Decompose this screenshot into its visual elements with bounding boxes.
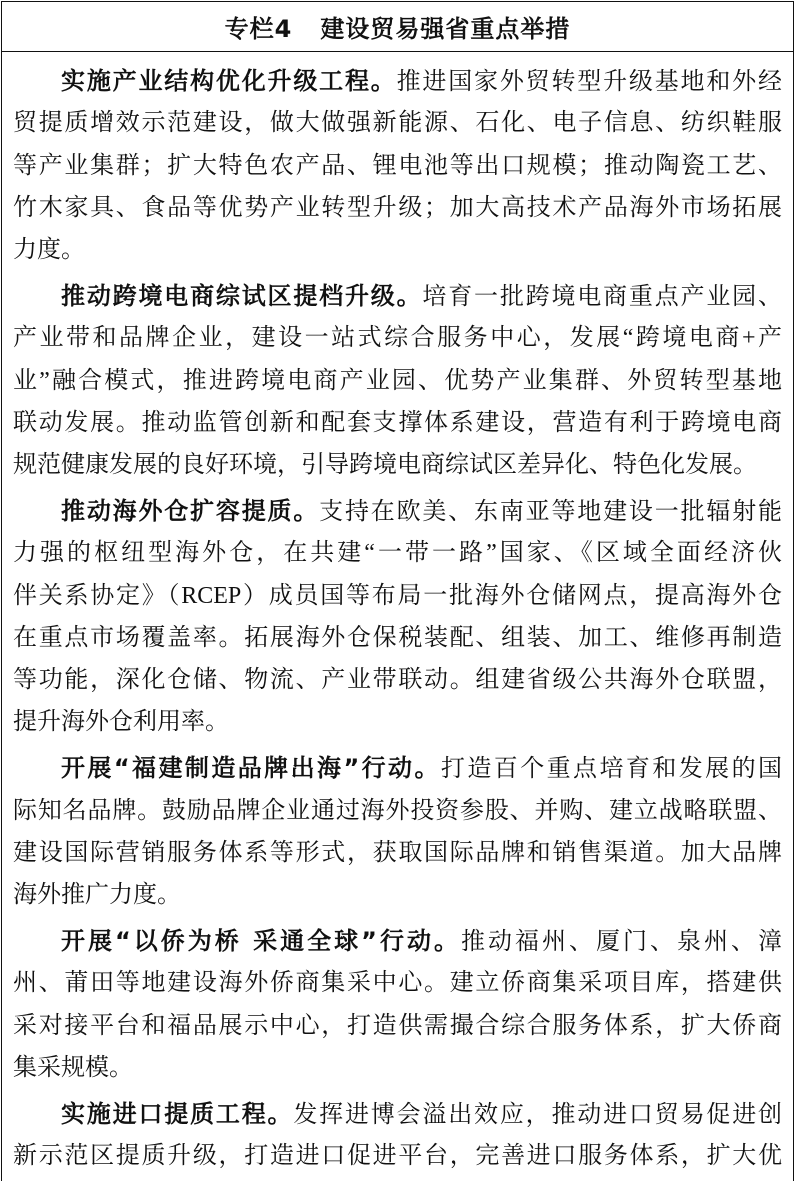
paragraph-text: 推进国家外贸转型升级基地和外经 [396,69,782,95]
paragraph-line: 等产业集群；扩大特色农产品、锂电池等出口规模；推动陶瓷工艺、 [13,152,782,179]
paragraph-line: 际知名品牌。鼓励品牌企业通过海外投资参股、并购、建立战略联盟、 [13,797,782,824]
paragraph-line: 在重点市场覆盖率。拓展海外仓保税装配、组装、加工、维修再制造 [13,624,782,651]
paragraph [13,60,782,271]
paragraph-line: 提升海外仓利用率。 [13,709,229,736]
paragraph-lead: 实施进口提质工程。 [61,1099,294,1128]
column-label: 专栏4 [224,15,293,43]
paragraph-text: 推动福州、厦门、泉州、漳 [460,928,782,955]
paragraph [13,490,782,744]
paragraph-line: 业”融合模式，推进跨境电商产业园、优势产业集群、外贸转型基地 [13,367,782,394]
paragraph-text: 支持在欧美、东南亚等地建设一批辐射能 [319,498,782,525]
paragraph-line: 伴关系协定》（RCEP）成员国等布局一批海外仓储网点，提高海外仓 [13,582,782,609]
paragraph-line: 力强的枢纽型海外仓，在共建“一带一路”国家、《区域全面经济伙 [13,540,782,567]
paragraph-first-line [13,60,782,102]
paragraph-line: 贸提质增效示范建设，做大做强新能源、石化、电子信息、纺织鞋服 [13,110,782,137]
paragraph-line: 州、莆田等地建设海外侨商集采中心。建立侨商集采项目库，搭建供 [13,970,782,997]
paragraph-line: 新示范区提质升级，打造进口促进平台，完善进口服务体系，扩大优 [13,1142,782,1169]
paragraph-lead: 开展“以侨为桥 采通全球”行动。 [61,926,461,955]
paragraph [13,275,782,486]
paragraph-line: 集采规模。 [13,1054,133,1081]
paragraph-lead: 推动海外仓扩容提质。 [61,496,320,525]
paragraph-line: 联动发展。推动监管创新和配套支撑体系建设，营造有利于跨境电商 [13,409,782,436]
paragraph-first-line [13,490,782,532]
paragraph-lead: 实施产业结构优化升级工程。 [61,67,397,95]
paragraph-line: 建设国际营销服务体系等形式，获取国际品牌和销售渠道。加大品牌 [13,839,782,866]
paragraph-line: 海外推广力度。 [13,882,181,909]
paragraph [13,920,782,1089]
paragraph-line: 等功能，深化仓储、物流、产业带联动。组建省级公共海外仓联盟， [13,667,782,694]
paragraph-first-line [13,747,782,789]
paragraph-line: 竹木家具、食品等优势产业转型升级；加大高技术产品海外市场拓展 [13,194,782,221]
paragraph [13,1093,782,1178]
paragraph-lead: 推动跨境电商综试区提档升级。 [61,281,423,310]
paragraph-text: 培育一批跨境电商重点产业园、 [422,283,782,310]
paragraph-first-line [13,1093,782,1135]
paragraph-text: 打造百个重点培育和发展的国 [440,756,782,783]
paragraph-first-line [13,920,782,962]
paragraph-line: 采对接平台和福品展示中心，打造供需撮合综合服务体系，扩大侨商 [13,1012,782,1039]
column-title: 建设贸易强省重点举措 [320,15,571,43]
paragraph-first-line [13,275,782,317]
paragraph-lead: 开展“福建制造品牌出海”行动。 [61,754,441,783]
paragraph-line: 力度。 [13,237,85,264]
column-box [1,1,794,1181]
paragraph-line: 规范健康发展的良好环境，引导跨境电商综试区差异化、特色化发展。 [13,452,757,479]
paragraph [13,747,782,916]
paragraph-line: 产业带和品牌企业，建设一站式综合服务中心，发展“跨境电商+产 [13,325,782,352]
paragraph-text: 发挥进博会溢出效应，推动进口贸易促进创 [293,1101,782,1128]
column-body [2,52,793,1177]
column-header [2,2,793,52]
